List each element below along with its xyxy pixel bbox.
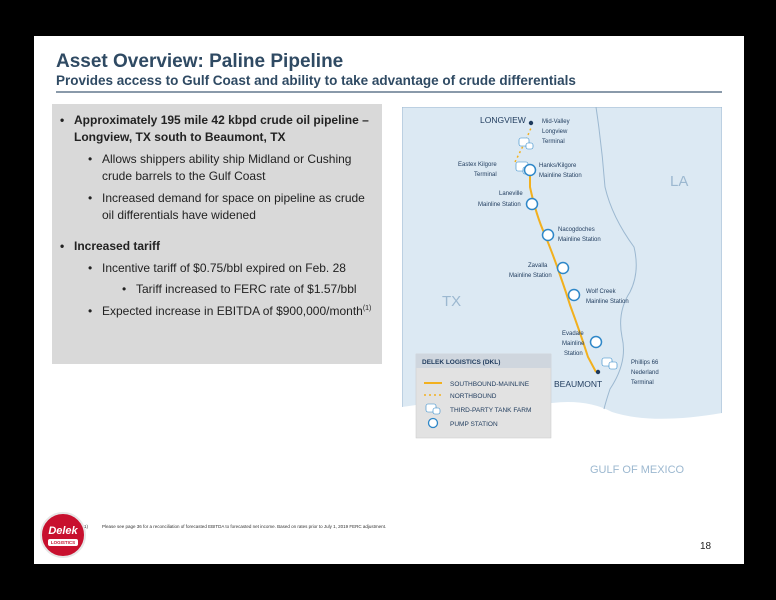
label-hanks-2: Mainline Station <box>539 173 582 179</box>
label-laneville-1: Laneville <box>499 191 523 197</box>
pump-station-icon <box>569 290 580 301</box>
label-phillips-1: Phillips 66 <box>631 360 659 366</box>
state-label-la: LA <box>670 173 689 190</box>
label-nacogdoches-1: Nacogdoches <box>558 227 595 233</box>
label-evadale-1: Evadale <box>562 331 584 337</box>
city-label-longview: LONGVIEW <box>480 115 526 125</box>
ebitda-text: Expected increase in EBITDA of $900,000/month <box>102 303 363 318</box>
label-phillips-3: Terminal <box>631 380 654 386</box>
label-evadale-3: Station <box>564 351 583 357</box>
label-phillips-2: Nederland <box>631 370 659 376</box>
pump-station-icon <box>543 230 554 241</box>
label-mid-valley-1: Mid-Valley <box>542 119 570 125</box>
page-number: 18 <box>700 541 712 552</box>
legend-tank-farm-label: THIRD-PARTY TANK FARM <box>450 407 532 414</box>
pump-station-icon <box>527 199 538 210</box>
title-divider <box>56 91 722 93</box>
page-subtitle: Provides access to Gulf Coast and ability to take advantage of crude differentials <box>56 73 576 88</box>
label-hanks-1: Hanks/Kilgore <box>539 163 577 169</box>
bullet-panel <box>52 104 382 364</box>
bullet-ebitda <box>58 303 372 320</box>
label-zavalla-2: Mainline Station <box>509 273 552 279</box>
state-label-tx: TX <box>442 293 462 310</box>
footnote-text: Please see page 36 for a reconciliation of forecasted EBITDA to forecasted net income. Based on rates prior to July 1, 2019 FERC adjustment. <box>102 524 387 529</box>
slide <box>34 36 744 564</box>
pump-station-icon <box>525 165 536 176</box>
legend-northbound-label: NORTHBOUND <box>450 393 497 400</box>
legend-pump-station-icon <box>429 419 438 428</box>
ebitda-footnote-ref: (1) <box>362 304 372 312</box>
label-zavalla-1: Zavalla <box>528 263 548 269</box>
label-mid-valley-2: Longview <box>542 129 568 135</box>
logo-sub: LOGISTICS <box>48 539 78 546</box>
bullet-ferc-rate: • Tariff increased to FERC rate of $1.57/bbl <box>58 281 372 298</box>
label-laneville-2: Mainline Station <box>478 202 521 208</box>
bullet-shippers: • Allows shippers ability ship Midland or Cushing crude barrels to the Gulf Coast <box>58 151 372 186</box>
page-title: Asset Overview: Paline Pipeline <box>56 51 344 72</box>
map-legend <box>416 354 551 438</box>
footnote-number: 1) <box>84 524 89 529</box>
legend-title: DELEK LOGISTICS (DKL) <box>422 359 501 366</box>
pump-station-icon <box>558 263 569 274</box>
label-evadale-2: Mainline <box>562 341 585 347</box>
city-label-beaumont: BEAUMONT <box>554 379 603 389</box>
pump-station-icon <box>591 337 602 348</box>
label-mid-valley-3: Terminal <box>542 139 565 145</box>
label-nacogdoches-2: Mainline Station <box>558 237 601 243</box>
bullet-tariff: • Increased tariff <box>58 238 372 255</box>
legend-pump-station-label: PUMP STATION <box>450 421 498 428</box>
bullet-incentive-tariff: • Incentive tariff of $0.75/bbl expired on Feb. 28 <box>58 260 372 277</box>
pipeline-map <box>402 107 722 479</box>
label-wolf-creek-1: Wolf Creek <box>586 289 616 295</box>
legend-southbound-label: SOUTHBOUND-MAINLINE <box>450 381 530 388</box>
label-eastex-2: Terminal <box>474 172 497 178</box>
gulf-label: GULF OF MEXICO <box>590 464 685 476</box>
label-eastex-1: Eastex Kilgore <box>458 162 497 168</box>
delek-logo <box>40 512 89 558</box>
bullet-pipeline: • Approximately 195 mile 42 kbpd crude oil pipeline – Longview, TX south to Beaumont, TX <box>58 112 372 147</box>
bullet-demand: • Increased demand for space on pipeline as crude oil differentials have widened <box>58 190 372 225</box>
logo-word: Delek <box>48 525 78 537</box>
longview-city-dot <box>529 121 533 125</box>
label-wolf-creek-2: Mainline Station <box>586 299 629 305</box>
beaumont-city-dot <box>596 370 600 374</box>
